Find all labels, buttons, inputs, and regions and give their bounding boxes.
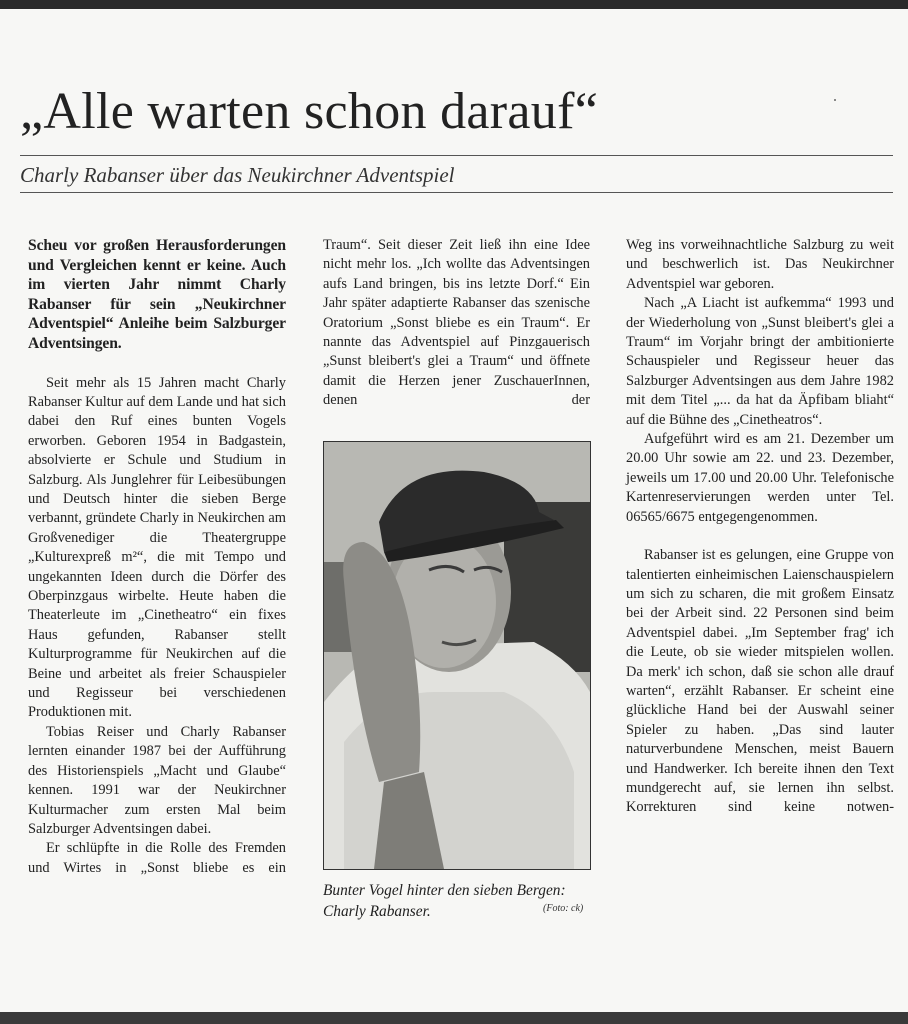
body-paragraph: Er schlüpfte in die Rolle des Fremden und Wirtes in „Sonst bliebe es ein <box>28 840 286 876</box>
subtitle: Charly Rabanser über das Neukirchner Adventspiel <box>20 163 455 187</box>
body-paragraph: Rabanser ist es gelungen, eine Gruppe von talentierten einheimischen Laienschauspielern um sich zu scharen, die mit großem Einsatz bei der Arbeit sind. 22 Personen sind beim Adventspiel dabei. „Im September frag' ich die Leute, ob sie wieder mitspielen wollen. Da merk' ich schon, daß sie schon alle drauf warten“, erzählt Rabanser. Er scheint eine glückliche Hand bei der Auswahl seiner Spieler zu haben. „Das sind lauter naturverbundene Menschen, meist Bauern und Handwerker. Ich bereite ihnen den Text mundgerecht auf, sie lernen ihn selbst. Korrekturen sind keine notwen- <box>626 547 894 816</box>
column-1 <box>28 236 286 878</box>
headline: „Alle warten schon darauf“ <box>20 83 599 140</box>
body-paragraph: Tobias Reiser und Charly Rabanser lernten einander 1987 bei der Aufführung des Historienspiels „Macht und Glaube“ kennen. 1991 war der Neukirchner Kulturmacher zum ersten Mal beim Salzburger Adventsingen dabei. <box>28 723 286 837</box>
scan-bottom-edge <box>0 1012 908 1024</box>
rule-bottom <box>20 192 893 193</box>
rule-top <box>20 155 893 156</box>
body-paragraph: Aufgeführt wird es am 21. Dezember um 20.00 Uhr sowie am 22. und 23. Dezember, jeweils um 17.00 und 20.00 Uhr. Telefonische Kartenreservierungen werden unter Tel. 06565/6675 entgegengenommen. <box>626 431 894 525</box>
body-paragraph: Weg ins vorweihnachtliche Salzburg zu weit und beschwerlich ist. Das Neukirchner Adventspiel war geboren. <box>626 237 894 292</box>
photo-caption: Bunter Vogel hinter den sieben Bergen: Charly Rabanser. <box>323 882 566 920</box>
body-paragraph: Traum“. Seit dieser Zeit ließ ihn eine Idee nicht mehr los. „Ich wollte das Adventsingen aufs Land bringen, bis ins letzte Dorf.“ Ein Jahr später adaptierte Rabanser das szenische Oratorium „Sonst bliebe es ein Traum“. Er nannte das Adventspiel auf Pinzgauerisch „Sunst bleibert's glei a Traum“ und öffnete damit die Herzen jener ZuschauerInnen, denen der <box>323 237 590 409</box>
body-paragraph: Nach „A Liacht ist aufkemma“ 1993 und der Wiederholung von „Sunst bleibert's glei a Traum“ im Vorjahr bringt der ambitionierte Schauspieler und Regisseur heuer das Salzburger Adventsingen aus dem Jahre 1982 mit dem Titel „... da hat da Äpfibam bliaht“ auf die Bühne des „Cinetheatros“. <box>626 295 894 428</box>
photo-credit: (Foto: ck) <box>543 903 584 914</box>
lead-paragraph: Scheu vor großen Herausforderungen und Vergleichen kennt er keine. Auch im vierten Jahr nimmt Charly Rabanser für sein „Neukirchner Adventspiel“ Anleihe beim Salzburger Adventsingen. <box>28 237 286 352</box>
portrait-photo <box>323 441 591 870</box>
column-2 <box>323 236 590 411</box>
scan-top-edge <box>0 0 908 9</box>
column-3 <box>626 236 894 818</box>
body-paragraph: Seit mehr als 15 Jahren macht Charly Rabanser Kultur auf dem Lande und hat sich dabei den Ruf eines bunten Vogels erworben. Geboren 1954 in Badgastein, absolvierte er Schule und Studium in Salzburg. Als Junglehrer für Leibesübungen und Deutsch hinter die sieben Berge verbannt, gründete Charly in Neukirchen am Großvenediger die Theatergruppe „Kulturexpreß m²“, die mit Tempo und ungekannten Ideen durch die Dörfer des Oberpinzgaus wirbelte. Heute haben die Theaterleute im „Cinetheatro“ ein fixes Haus gefunden, Rabanser stellt Kulturprogramme für Neukirchen auf die Beine und arbeitet als freier Schauspieler und Regisseur bei verschiedenen Produktionen mit. <box>28 374 286 721</box>
